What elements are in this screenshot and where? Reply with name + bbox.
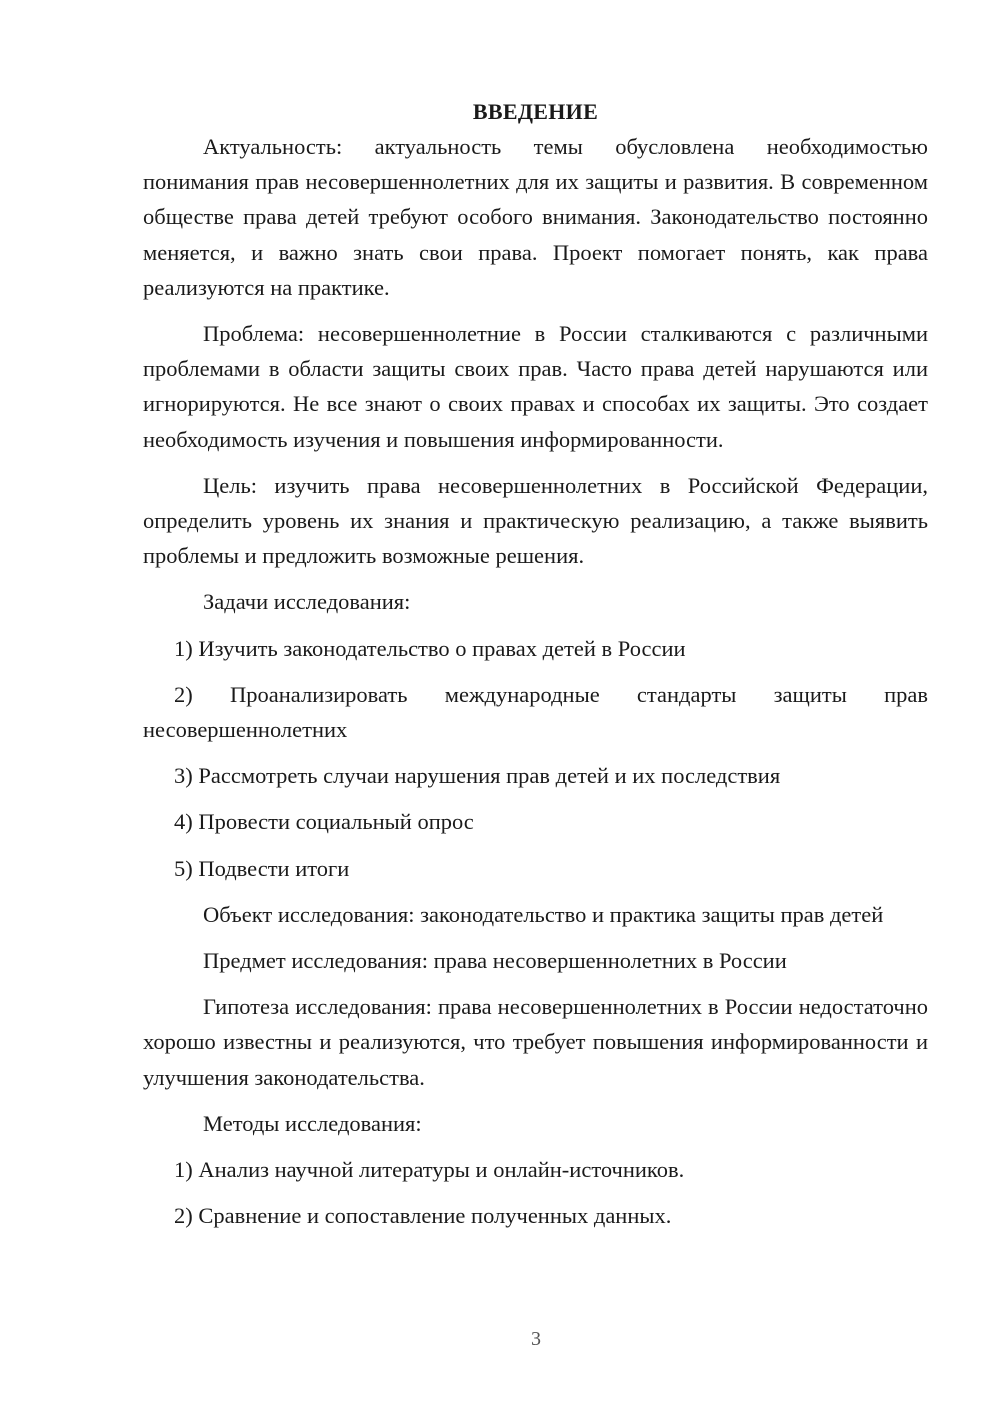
task-item: 4) Провести социальный опрос bbox=[174, 809, 474, 835]
tasks-heading: Задачи исследования: bbox=[203, 589, 411, 615]
paragraph-object: Объект исследования: законодательство и практика защиты прав детей bbox=[203, 901, 884, 927]
task-item: 3) Рассмотреть случаи нарушения прав детей и их последствия bbox=[174, 763, 781, 789]
method-item: 1) Анализ научной литературы и онлайн-источников. bbox=[174, 1157, 685, 1183]
paragraph-problem: Проблема: несовершеннолетние в России сталкиваются с различными проблемами в области защиты своих прав. Часто права детей нарушаются или игнорируются. Не все знают о своих правах и способах их защиты. Это создает необходимость изучения и повышения информированности. bbox=[143, 321, 928, 452]
task-item: 5) Подвести итоги bbox=[174, 855, 350, 881]
paragraph-subject: Предмет исследования: права несовершеннолетних в России bbox=[203, 948, 787, 974]
paragraph-goal: Цель: изучить права несовершеннолетних в Российской Федерации, определить уровень их знания и практическую реализацию, а также выявить проблемы и предложить возможные решения. bbox=[143, 472, 928, 569]
page-title: ВВЕДЕНИЕ bbox=[472, 99, 599, 124]
task-item: 1) Изучить законодательство о правах детей в России bbox=[174, 635, 686, 661]
page-number: 3 bbox=[531, 1328, 541, 1350]
paragraph-hypothesis: Гипотеза исследования: права несовершеннолетних в России недостаточно хорошо известны и реализуются, что требует повышения информированности и улучшения законодательства. bbox=[143, 994, 928, 1090]
methods-heading: Методы исследования: bbox=[203, 1110, 422, 1136]
method-item: 2) Сравнение и сопоставление полученных данных. bbox=[174, 1203, 672, 1229]
task-item: 2) Проанализировать международные стандарты защиты прав несовершеннолетних bbox=[143, 681, 928, 743]
paragraph-relevance: Актуальность: актуальность темы обусловлена необходимостью понимания прав несовершеннолетних для их защиты и развития. В современном обществе права детей требуют особого внимания. Законодательство постоянно меняется, и важно знать свои права. Проект помогает понять, как права реализуются на практике. bbox=[143, 134, 928, 300]
document-page bbox=[143, 94, 928, 1244]
